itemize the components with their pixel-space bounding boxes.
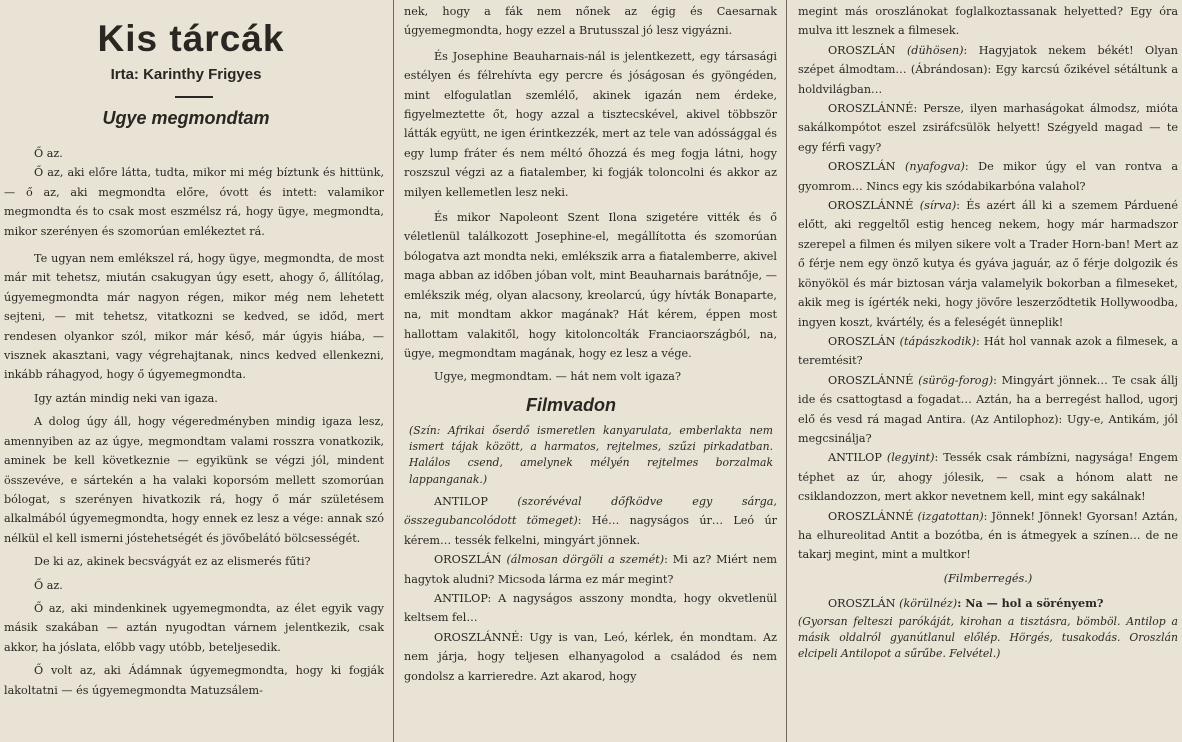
speaker: OROSZLÁN [828, 43, 896, 57]
direction: (körülnéz) [899, 597, 958, 611]
stage-direction: (Gyorsan felteszi parókáját, kirohan a tisztásra, bömböl. Antilop a másik oldalról gyanútlanul előlép. Hörgés, tusakodás. Oroszlán elcipeli Antilopot a sűrűbe. Felvétel.) [798, 614, 1178, 661]
direction: (sírva) [919, 199, 957, 213]
dialogue-line [790, 99, 1182, 157]
paragraph: Igy aztán mindig neki van igaza. [34, 391, 218, 405]
line-text: : A nagyságos asszony mondta, hogy okvetlenül keltsem fel… [404, 591, 777, 625]
line-text: : És azért áll ki a szemem Párduené előtt, aki reggeltől estig henceg nekem, hogy már harmadszor szerepel a filmen és milyen sikere volt a Trader Horn-ban! Mert az ő férje nem egy önző kutya és gyáva jaguár, az ő férje dolgozik és könyököl és már biztosan várja valamelyik bokorban a filmeseket, akik meg is ígérték neki, hogy jövőre leszerződtetik Hollywoodba, ingyen koszt, kvártély, és a feleségét ünneplik! [798, 199, 1178, 329]
line-text: : Tessék csak rámbízni, nagysága! Engem téphet az úr, ahogy jólesik, — csak a hónom alatt ne csiklandozzon, mert akkor nevetnem kell, mint egy sakálnak! [798, 451, 1178, 504]
dialogue-line [790, 507, 1182, 565]
dialogue-line [790, 196, 1182, 332]
speaker: ANTILOP [434, 591, 488, 605]
paragraph: És mikor Napoleont Szent Ilona szigetére vitték és ő véletlenül találkozott Josephine-el, megállította és szomorúan bólogatva azt mondta neki, emlékszik arra a fiatalemberre, akivel maga abban az időben jóban volt, mint Beauharnais barátnője, — emlékszik még, olyan alacsony, kreolarcú, úgy hívták Bonaparte, na, mit mondtam akkor magának? Hát kérem, éppen most hallottam valakitől, hogy kitoloncolták Franciaországból, na, ügye, megmondtam magának, hogy ez lesz a vége. [404, 211, 777, 360]
dialogue-line [790, 332, 1182, 371]
dialogue-line [790, 371, 1182, 449]
paragraph: nek, hogy a fák nem nőnek az égig és Caesarnak úgyemegmondta, hogy ezzel a Brutusszal jó lesz vigyázni. [404, 5, 777, 38]
line-text: : Hé… nagyságos úr… Leó úr kérem… tessék felkelni, mingyárt jönnek. [404, 514, 777, 547]
speaker: OROSZLÁNNÉ [828, 102, 914, 116]
speaker: OROSZLÁN [828, 160, 896, 174]
line-text: : De mikor úgy el van rontva a gyomrom… Nincs egy kis szódabikarbóna valahol? [798, 160, 1178, 193]
speaker: OROSZLÁNNÉ [828, 373, 914, 387]
paragraph: De ki az, akinek becsvágyát ez az elismerés fűti? [34, 555, 311, 569]
interlude: (Filmberregés.) [943, 571, 1033, 585]
line-text: : Jönnek! Jönnek! Gyorsan! Aztán, ha elhureolitad Antit a bozótba, én is átmegyek a színen… de ne takarj megint, mint a multkor! [798, 509, 1178, 562]
speaker: ANTILOP [828, 451, 882, 465]
direction: (álmosan dörgöli a szemét) [506, 553, 665, 567]
paragraph: Ő az, aki előre látta, tudta, mikor mi még bíztunk és hittünk, — ő az, aki megmondta előre, óvott és intett: valamikor megmondta és to csak most eszmélsz rá, hogy ügye, megmondta, mikor szerényen és szomorúan emlékeztet rá. [4, 166, 384, 238]
paragraph: Te ugyan nem emlékszel rá, hogy ügye, megmondta, de most már mit tehetsz, miután csakugyan úgy esett, ahogy ő, állítólag, úgyemegmondta már nagyon régen, mikor még nem lehetett sejteni, — mit tehetsz, vitatkozni se kedved, se időd, mert rendesen olyankor szól, mikor már késő, már úgyis hiába, — visznek akasztani, vagy végrehajtanak, nincs kedved ellenkezni, inkább ráhagyod, hogy ő úgyemegmondta. [4, 252, 384, 382]
line-text: : Persze, ilyen marhaságokat álmodsz, mióta sakálkompótot eszel zsiráfcsülök helyett! Szégyeld magad — te egy férfi vagy? [798, 102, 1178, 154]
direction: (sürög-forog) [918, 373, 994, 387]
dialogue-line [790, 594, 1182, 613]
line-text: : Na — hol a sörényem? [957, 596, 1104, 611]
article-title: Kis tárcák [97, 18, 285, 59]
direction: (dühösen) [906, 43, 964, 57]
speaker: OROSZLÁNNÉ [434, 630, 520, 644]
paragraph: Ő az. [34, 578, 63, 592]
speaker: OROSZLÁNNÉ [828, 199, 914, 213]
speaker: OROSZLÁN [434, 553, 502, 567]
speaker: OROSZLÁNNÉ [828, 509, 914, 523]
speaker: OROSZLÁN [828, 597, 896, 611]
column-3 [790, 0, 1182, 742]
column-divider [786, 0, 787, 742]
column-1 [0, 0, 392, 742]
dialogue-line [397, 628, 785, 686]
story-title-ugye-megmondtam: Ugye megmondtam [102, 108, 270, 128]
dialogue-line [397, 492, 785, 550]
paragraph: És Josephine Beauharnais-nál is jelentkezett, egy társasági estélyen és félrehívta egy percre és jóságosan és gyöngéden, mint elfogulatlan szemlélő, akinek igazán nem érdeke, figyelmeztette őt, hogy azzal a tisztecskével, akivel többször látták együtt, ne igen érintkezzék, mert az tele van adóssággal és egy lump fráter és nem méltó őhozzá és meg fogja látni, hogy roszszul végzi az a fiatalember, ki fogják toloncolni és akkor az milyen kellemetlen lesz neki. [404, 49, 777, 199]
dialogue-line [790, 157, 1182, 196]
line-text: : Hát hol vannak azok a filmesek, a teremtésit? [798, 334, 1178, 368]
title-separator [175, 96, 213, 98]
paragraph: Ő volt az, aki Ádámnak úgyemegmondta, hogy ki fogják lakoltatni — és úgyemegmondta Matuzsálem- [4, 664, 384, 697]
column-divider [393, 0, 394, 742]
story-title-filmvadon: Filmvadon [525, 394, 616, 415]
direction: (nyafogva) [904, 160, 965, 174]
dialogue-line [790, 41, 1182, 99]
dialogue-line [397, 550, 785, 589]
paragraph: Ugye, megmondtam. — hát nem volt igaza? [434, 370, 681, 384]
line-text: : Hagyjatok nekem békét! Olyan szépet álmodtam… (Ábrándosan): Egy karcsú őzikével sétáltunk a holdvilágban… [798, 43, 1178, 96]
speaker: ANTILOP [434, 494, 488, 508]
direction: (szorévéval dőfködve egy sárga, összegubancolódott tömeget) [404, 494, 777, 528]
line-text: : Mi az? Miért nem hagytok aludni? Micsoda lárma ez már megint? [404, 553, 777, 586]
line-text: : Ugy is van, Leó, kérlek, én mondtam. Az nem járja, hogy teljesen elhanyagolod a családod és nem gondolsz a karrieredre. Azt akarod, hogy [404, 630, 777, 683]
paragraph: Ő az. [34, 147, 63, 160]
paragraph: Ő az, aki mindenkinek ugyemegmondta, az élet egyik vagy másik szakában — aztán nyugodtan várnem jelentkezik, csak akkor, ha jóslata, előbb vagy utóbb, beteljesedik. [4, 601, 384, 654]
article-byline: Irta: Karinthy Frigyes [110, 66, 262, 83]
dialogue-line [397, 589, 785, 628]
direction: (izgatottan) [917, 509, 984, 523]
direction: (legyint) [886, 451, 935, 465]
direction: (tápászkodik) [899, 334, 976, 348]
column-2 [397, 0, 785, 742]
speaker: OROSZLÁN [828, 334, 896, 348]
paragraph: megint más oroszlánokat foglalkoztassanak helyetted? Egy óra mulva itt lesznek a filmesek. [798, 5, 1178, 38]
line-text: : Mingyárt jönnek… Te csak állj ide és csattogtasd a fogadat… Aztán, ha a berregést hallod, ugorj elő és vesd rá magad Antira. (Az Antilophoz): Ugy-e, Antikám, jól megcsinálja? [798, 373, 1179, 445]
dialogue-line [790, 448, 1182, 506]
stage-direction: (Szín: Afrikai őserdő ismeretlen kanyarulata, emberlakta nem ismert tájak között, a harmatos, rejtelmes, szűzi pirkadatban. Halálos csend, amelynek mélyén rejtelmes borzalmak lappanganak.) [409, 423, 773, 486]
paragraph: A dolog úgy áll, hogy végeredményben mindig igaza lesz, amennyiben az az úgye, megmondtam valami rosszra vonatkozik, aminek be kell következnie — egyikünk se végzi jól, mindent összevéve, e sártekén a ha valaki koporsóm mellett szomorúan bólogat, s szerényen hivatkozik rá, hogy ő már születésem alkalmából úgyemegmondta, hogy ennek ez lesz a vége: annak szó nélkül el kell ismerni jóstehetségét és jövőbelátó bölcsességét. [4, 415, 384, 545]
